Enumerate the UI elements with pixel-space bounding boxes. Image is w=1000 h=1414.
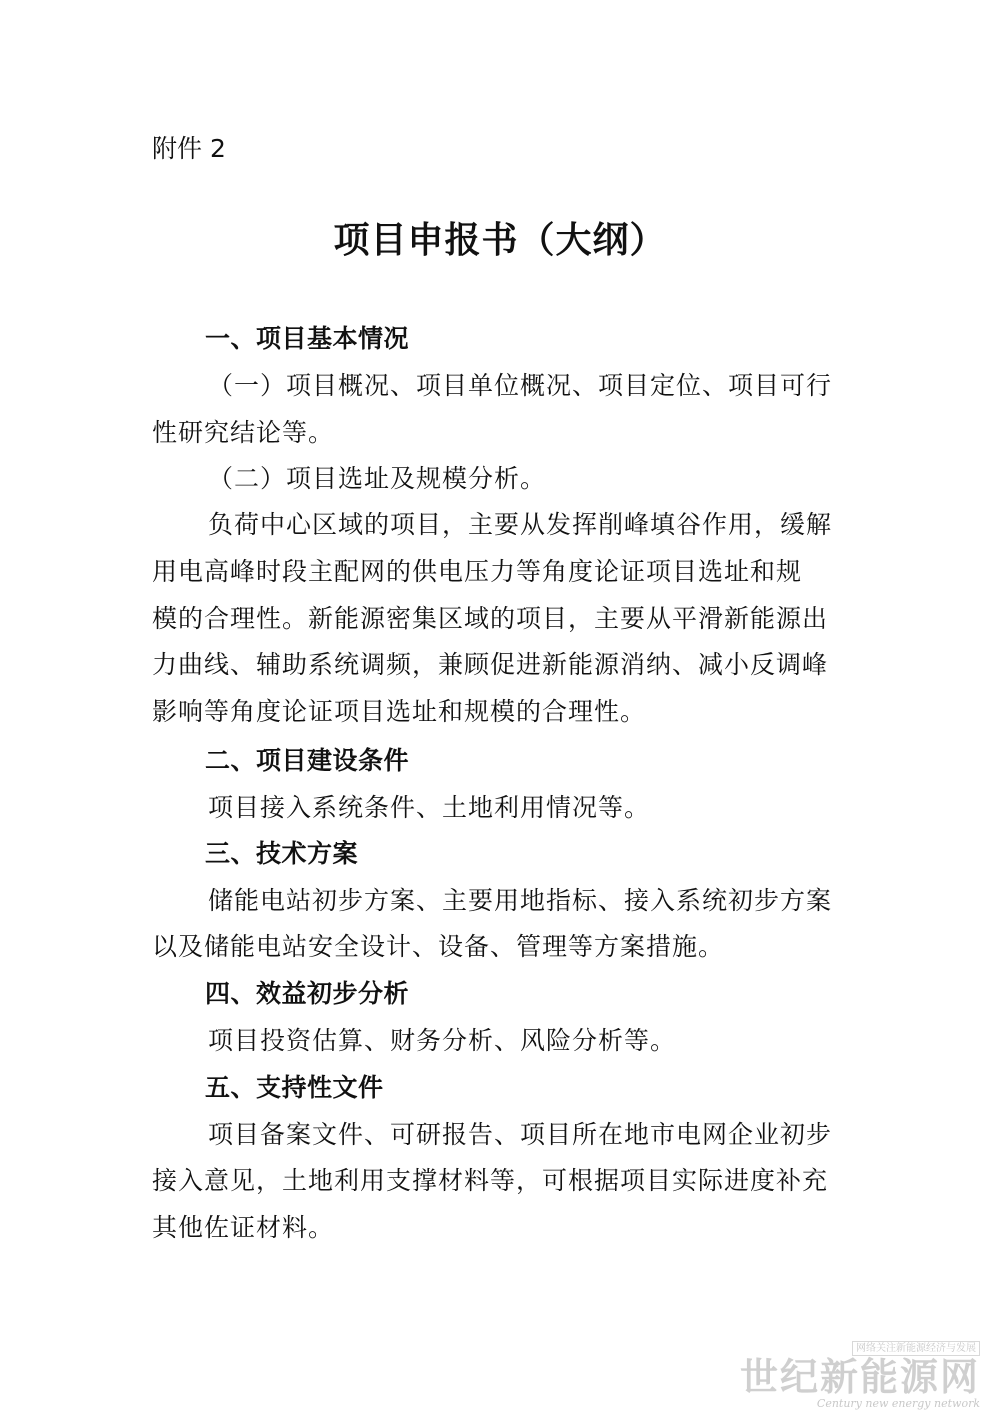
body-line: 力曲线、辅助系统调频，兼顾促进新能源消纳、减小反调峰 xyxy=(152,650,829,679)
section-heading-5: 五、支持性文件 xyxy=(205,1073,384,1102)
body-line: 性研究结论等。 xyxy=(152,418,335,447)
section-heading-4: 四、效益初步分析 xyxy=(205,979,410,1008)
section-heading-2: 二、项目建设条件 xyxy=(205,746,410,775)
document-title: 项目申报书（大纲） xyxy=(333,219,667,261)
body-line: 储能电站初步方案、主要用地指标、接入系统初步方案 xyxy=(208,886,833,915)
body-line: 负荷中心区域的项目，主要从发挥削峰填谷作用，缓解 xyxy=(208,510,833,539)
body-line: 用电高峰时段主配网的供电压力等角度论证项目选址和规 xyxy=(152,557,803,586)
body-line: 其他佐证材料。 xyxy=(152,1213,335,1242)
watermark-english: Century new energy network xyxy=(816,1397,980,1410)
watermark-tagline: 网络关注新能源经济与发展 xyxy=(852,1341,980,1356)
body-line: （一）项目概况、项目单位概况、项目定位、项目可行 xyxy=(208,371,833,400)
section-heading-1: 一、项目基本情况 xyxy=(205,324,410,353)
watermark-name: 世纪新能源网 xyxy=(739,1355,980,1399)
body-line: 影响等角度论证项目选址和规模的合理性。 xyxy=(152,697,647,726)
body-line: 模的合理性。新能源密集区域的项目，主要从平滑新能源出 xyxy=(152,604,829,633)
section-heading-3: 三、技术方案 xyxy=(205,839,359,868)
watermark xyxy=(740,1336,980,1410)
attachment-label: 附件 2 xyxy=(152,134,226,163)
body-line: （二）项目选址及规模分析。 xyxy=(208,464,547,493)
body-line: 接入意见，土地利用支撑材料等，可根据项目实际进度补充 xyxy=(152,1166,829,1195)
body-line: 项目接入系统条件、土地利用情况等。 xyxy=(208,793,651,822)
body-line: 以及储能电站安全设计、设备、管理等方案措施。 xyxy=(152,932,725,961)
body-line: 项目备案文件、可研报告、项目所在地市电网企业初步 xyxy=(208,1120,833,1149)
body-line: 项目投资估算、财务分析、风险分析等。 xyxy=(208,1026,677,1055)
